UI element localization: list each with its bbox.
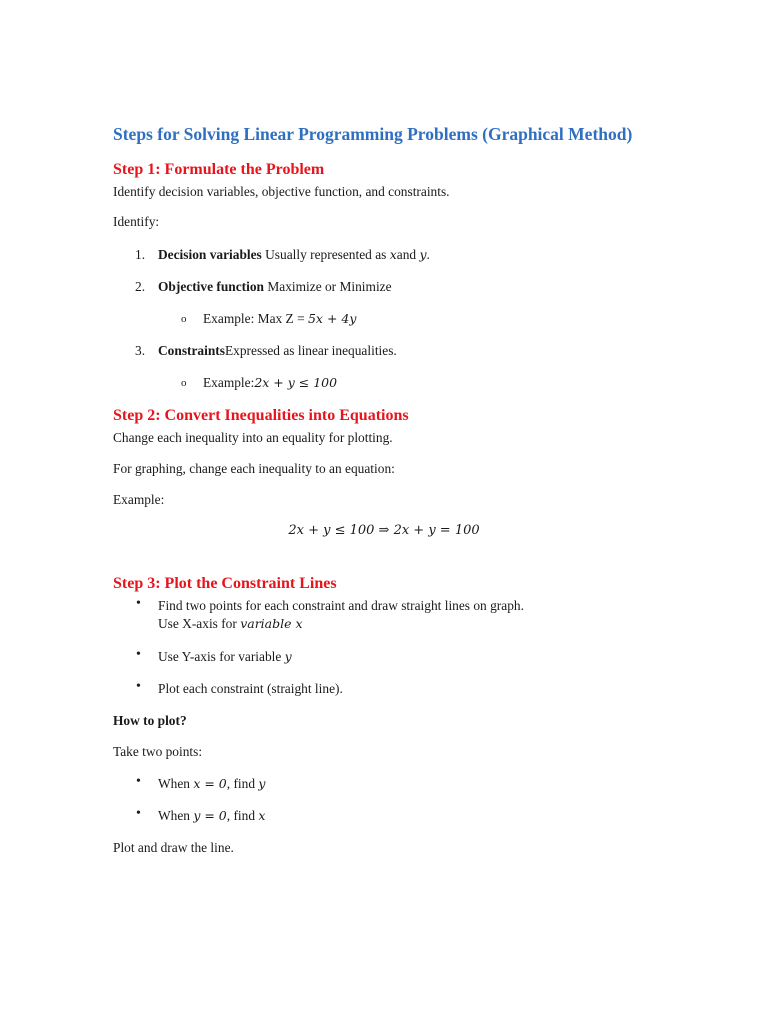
math-variable-x: variable x (240, 616, 303, 631)
bullet-text-part: When (158, 776, 194, 791)
item-term: Objective function (158, 279, 264, 294)
howto-heading (113, 712, 187, 730)
bullet-dot: • (136, 679, 141, 694)
bullet-text-part: Use Y-axis for variable (158, 649, 285, 664)
bullet-text-part: , find (226, 808, 259, 823)
bullet-text: Plot each constraint (straight line). (158, 681, 343, 696)
list-item (158, 246, 430, 264)
math-expression: x = 0 (193, 776, 227, 791)
math-y: y (258, 776, 266, 791)
list-number: 2. (135, 279, 146, 294)
item-term: Constraints (158, 343, 225, 358)
math-x: x (258, 808, 266, 823)
bullet-dot: • (136, 596, 141, 611)
step1-intro: Identify decision variables, objective function, and constraints. (113, 184, 450, 199)
display-equation: 2x + y ≤ 100 ⇒ 2x + y = 100 (288, 523, 480, 538)
step2-heading: Step 2: Convert Inequalities into Equations (113, 407, 409, 424)
step2-line1: Change each inequality into an equality for plotting. (113, 430, 393, 445)
sub-item (203, 374, 337, 392)
sub-bullet: o (181, 313, 187, 325)
bullet-text-part: , find (226, 776, 259, 791)
page-title: Steps for Solving Linear Programming Problems (Graphical Method) (113, 124, 633, 144)
bullet-text: Find two points for each constraint and draw straight lines on graph. (158, 598, 524, 613)
bullet-text-part: When (158, 808, 194, 823)
sub-item-label: Example: (203, 375, 255, 390)
math-expression: y = 0 (193, 808, 227, 823)
step1-identify: Identify: (113, 214, 160, 229)
item-text: Usually represented as (261, 247, 390, 262)
math-expression: 5x + 4y (307, 311, 357, 326)
take-points: Take two points: (113, 744, 203, 759)
sub-item (203, 310, 356, 328)
bullet-dot: • (136, 806, 141, 821)
final-line: Plot and draw the line. (113, 840, 234, 855)
bullet-dot: • (136, 647, 141, 662)
list-item (158, 342, 397, 360)
sub-item-label: Example: Max Z = (203, 311, 308, 326)
bullet-text-part: Use X-axis for (158, 616, 241, 631)
bullet-text (158, 775, 265, 793)
math-expression: 2x + y ≤ 100 (254, 375, 338, 390)
step2-example: Example: (113, 492, 165, 507)
list-number: 1. (135, 247, 146, 262)
math-x: x (389, 247, 397, 262)
item-text: and (396, 247, 420, 262)
math-y: y (284, 649, 292, 664)
howto-label: How to plot? (113, 713, 187, 728)
step2-line2: For graphing, change each inequality to an equation: (113, 461, 395, 476)
item-text: Maximize or Minimize (264, 279, 392, 294)
bullet-text (158, 615, 303, 633)
item-term: Decision variables (158, 247, 262, 262)
item-text: Expressed as linear inequalities. (224, 343, 397, 358)
step3-heading: Step 3: Plot the Constraint Lines (113, 575, 337, 592)
bullet-text (158, 807, 265, 825)
item-text: . (426, 247, 430, 262)
sub-bullet: o (181, 377, 187, 389)
step1-heading: Step 1: Formulate the Problem (113, 161, 325, 178)
math-y: y (419, 247, 427, 262)
bullet-dot: • (136, 774, 141, 789)
list-number: 3. (135, 343, 146, 358)
list-item (158, 278, 392, 296)
bullet-text (158, 648, 292, 666)
